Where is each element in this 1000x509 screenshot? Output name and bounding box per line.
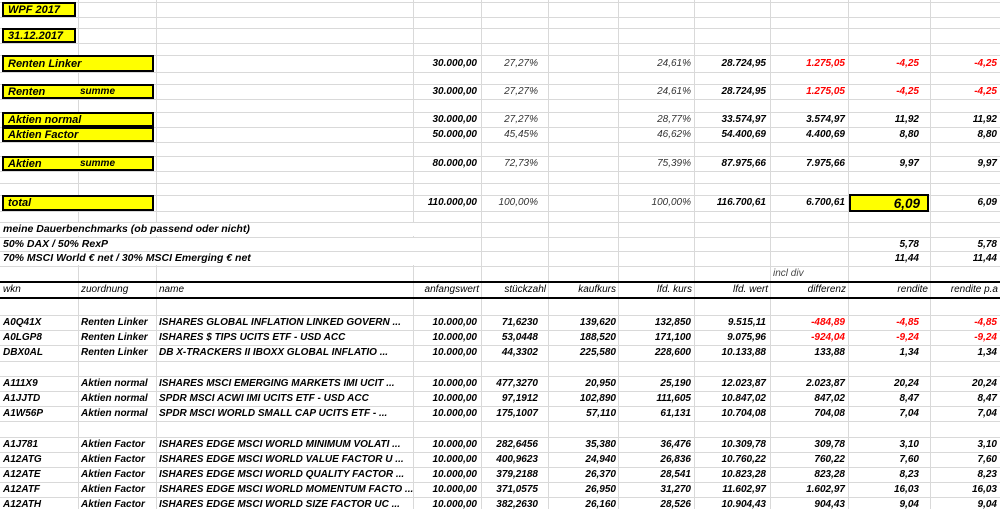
holding-cell-differenz[interactable]: 847,02 [814,393,845,404]
holding-cell-differenz[interactable]: 904,43 [814,499,845,509]
total-rendite-highlight[interactable]: 6,09 [849,194,929,212]
gridline-horizontal [0,142,1000,143]
holding-cell-stueckzahl[interactable]: 44,3302 [501,347,538,358]
holding-cell-rendite[interactable]: 7,04 [899,408,919,419]
holding-cell-stueckzahl[interactable]: 175,1007 [496,408,538,419]
summary-cell-rendite-pa[interactable]: -4,25 [974,57,997,69]
summary-cell-anfangswert[interactable]: 30.000,00 [432,85,477,97]
summary-cell-anteil-soll[interactable]: 45,45% [504,128,538,140]
holding-cell-name[interactable]: ISHARES EDGE MSCI WORLD SIZE FACTOR UC ... [159,499,400,509]
summary-cell-differenz[interactable]: 3.574,97 [806,113,845,125]
holding-cell-name[interactable]: ISHARES GLOBAL INFLATION LINKED GOVERN ... [159,317,401,328]
summary-cell-differenz[interactable]: 1.275,05 [806,85,845,97]
holding-cell-name[interactable]: ISHARES EDGE MSCI WORLD MOMENTUM FACTO ... [159,484,413,495]
benchmark-rendite-pa[interactable]: 11,44 [972,252,997,264]
holding-cell-stueckzahl[interactable]: 379,2188 [496,469,538,480]
summary-cell-anteil-soll[interactable]: 27,27% [504,113,538,125]
label-box-sublabel: summe [80,86,116,97]
holding-cell-rendite-pa[interactable]: 8,23 [977,469,997,480]
column-header-kaufkurs[interactable]: kaufkurs [578,284,616,295]
label-box-date[interactable]: 31.12.2017 [2,28,76,43]
benchmark-rendite-pa[interactable]: 5,78 [977,238,997,250]
summary-cell-wert[interactable]: 116.700,61 [716,197,766,208]
column-header-lfd-wert[interactable]: lfd. wert [732,284,768,295]
holding-cell-lfd-kurs[interactable]: 28,526 [660,499,691,509]
holding-cell-lfd-wert[interactable]: 10.760,22 [721,454,766,465]
gridline-vertical [770,0,771,509]
summary-cell-wert[interactable]: 33.574,97 [721,113,766,125]
holding-cell-lfd-wert[interactable]: 9.075,96 [727,332,766,343]
summary-cell-anteil-soll[interactable]: 72,73% [504,157,538,169]
holding-cell-wkn[interactable]: A12ATE [3,469,41,480]
holding-cell-rendite-pa[interactable]: 9,04 [977,499,997,509]
holding-cell-kaufkurs[interactable]: 26,370 [585,469,616,480]
holding-cell-zuordnung[interactable]: Aktien Factor [81,499,145,509]
holding-cell-stueckzahl[interactable]: 53,0448 [501,332,538,343]
holding-cell-rendite-pa[interactable]: -9,24 [974,332,997,343]
label-box-aktien-summe[interactable]: Aktien summe [2,156,154,171]
holding-cell-name[interactable]: ISHARES EDGE MSCI WORLD QUALITY FACTOR ... [159,469,405,480]
gridline-horizontal [0,266,1000,267]
holding-cell-zuordnung[interactable]: Aktien normal [81,393,148,404]
holding-cell-stueckzahl[interactable]: 400,9623 [496,454,538,465]
gridline-horizontal [0,72,1000,73]
holding-cell-zuordnung[interactable]: Aktien normal [81,408,148,419]
holding-cell-name[interactable]: ISHARES $ TIPS UCITS ETF - USD ACC [159,332,346,343]
holding-cell-zuordnung[interactable]: Renten Linker [81,332,148,343]
column-header-lfd-kurs[interactable]: lfd. kurs [656,284,692,295]
holding-cell-stueckzahl[interactable]: 477,3270 [496,378,538,389]
holding-cell-name[interactable]: ISHARES MSCI EMERGING MARKETS IMI UCIT ... [159,378,395,389]
holding-cell-wkn[interactable]: A12ATH [3,499,42,509]
summary-cell-anfangswert[interactable]: 50.000,00 [432,128,477,140]
summary-cell-wert[interactable]: 54.400,69 [721,128,766,140]
holding-cell-lfd-wert[interactable]: 11.602,97 [722,484,766,495]
summary-cell-anteil-soll[interactable]: 100,00% [498,197,538,208]
holding-cell-anfangswert[interactable]: 10.000,00 [432,454,477,465]
summary-cell-wert[interactable]: 28.724,95 [721,57,766,69]
table-divider-line [0,297,1000,299]
summary-cell-anteil-ist[interactable]: 24,61% [657,85,691,97]
holding-cell-rendite-pa[interactable]: 8,47 [977,393,997,404]
holding-cell-anfangswert[interactable]: 10.000,00 [432,484,477,495]
holding-cell-lfd-kurs[interactable]: 26,836 [660,454,691,465]
holding-cell-rendite[interactable]: 20,24 [893,378,919,389]
gridline-horizontal [0,17,1000,18]
holding-cell-rendite-pa[interactable]: 16,03 [971,484,997,495]
holding-cell-rendite[interactable]: 1,34 [899,347,919,358]
holding-cell-wkn[interactable]: A0Q41X [3,317,42,328]
holding-cell-lfd-kurs[interactable]: 25,190 [660,378,691,389]
holding-cell-kaufkurs[interactable]: 139,620 [579,317,616,328]
holding-cell-zuordnung[interactable]: Renten Linker [81,317,148,328]
holding-cell-anfangswert[interactable]: 10.000,00 [432,347,477,358]
holding-cell-anfangswert[interactable]: 10.000,00 [432,332,477,343]
benchmark-rendite[interactable]: 5,78 [899,238,919,250]
holding-cell-lfd-wert[interactable]: 10.309,78 [721,439,766,450]
summary-cell-anteil-soll[interactable]: 27,27% [504,85,538,97]
holding-cell-stueckzahl[interactable]: 382,2630 [496,499,538,509]
holding-cell-kaufkurs[interactable]: 225,580 [579,347,616,358]
holding-cell-differenz[interactable]: 704,08 [814,408,845,419]
holding-cell-anfangswert[interactable]: 10.000,00 [432,469,477,480]
gridline-vertical [694,0,695,509]
summary-cell-rendite[interactable]: 9,97 [899,157,919,169]
column-header-rendite[interactable]: rendite [897,284,928,295]
holding-cell-rendite-pa[interactable]: 1,34 [977,347,997,358]
holding-cell-wkn[interactable]: A0LGP8 [3,332,42,343]
gridline-vertical [548,0,549,509]
gridline-horizontal [0,2,1000,3]
incl-div-note[interactable]: incl div [773,268,804,279]
holding-cell-wkn[interactable]: A111X9 [3,378,38,389]
label-box-renten-linker[interactable]: Renten Linker [2,55,154,72]
summary-cell-differenz[interactable]: 7.975,66 [806,157,845,169]
holding-cell-lfd-wert[interactable]: 9.515,11 [727,317,766,328]
holding-cell-rendite[interactable]: 8,47 [899,393,919,404]
holding-cell-lfd-wert[interactable]: 10.823,28 [721,469,766,480]
holding-cell-kaufkurs[interactable]: 26,160 [585,499,616,509]
holding-cell-kaufkurs[interactable]: 26,950 [585,484,616,495]
holding-cell-stueckzahl[interactable]: 371,0575 [496,484,538,495]
holding-cell-wkn[interactable]: A1J781 [3,439,39,450]
holding-cell-differenz[interactable]: 2.023,87 [806,378,845,389]
table-divider-line [0,281,1000,283]
holding-cell-wkn[interactable]: A1W56P [3,408,44,419]
gridline-horizontal [0,99,1000,100]
holding-cell-lfd-wert[interactable]: 10.133,88 [721,347,766,358]
summary-cell-anfangswert[interactable]: 30.000,00 [432,113,477,125]
holding-cell-kaufkurs[interactable]: 24,940 [585,454,616,465]
gridline-horizontal [0,28,1000,29]
holding-cell-differenz[interactable]: -924,04 [811,332,845,343]
summary-cell-anteil-ist[interactable]: 28,77% [657,113,691,125]
holding-cell-wkn[interactable]: A1JJTD [3,393,41,404]
holding-cell-lfd-kurs[interactable]: 228,600 [654,347,691,358]
column-header-differenz[interactable]: differenz [807,284,846,295]
summary-cell-anteil-ist[interactable]: 46,62% [657,128,691,140]
holding-cell-zuordnung[interactable]: Aktien Factor [81,454,145,465]
holding-cell-name[interactable]: DB X-TRACKERS II IBOXX GLOBAL INFLATIO ... [159,347,389,358]
holding-cell-rendite-pa[interactable]: -4,85 [974,317,997,328]
label-box-total[interactable]: total [2,195,154,211]
holding-cell-lfd-wert[interactable]: 10.704,08 [721,408,766,419]
summary-cell-anfangswert[interactable]: 80.000,00 [432,157,477,169]
holding-cell-rendite[interactable]: -9,24 [896,332,919,343]
gridline-horizontal [0,361,1000,362]
holding-cell-differenz[interactable]: -484,89 [811,317,845,328]
summary-cell-rendite-pa[interactable]: 9,97 [977,157,997,169]
column-header-anfangswert[interactable]: anfangswert [424,284,479,295]
holding-cell-name[interactable]: SPDR MSCI WORLD SMALL CAP UCITS ETF - ... [159,408,388,419]
summary-cell-anfangswert[interactable]: 30.000,00 [432,57,477,69]
holding-cell-stueckzahl[interactable]: 282,6456 [496,439,538,450]
holding-cell-lfd-wert[interactable]: 10.904,43 [721,499,766,509]
holding-cell-differenz[interactable]: 760,22 [814,454,845,465]
summary-cell-rendite-pa[interactable]: 11,92 [972,113,997,125]
benchmark-rendite[interactable]: 11,44 [894,252,919,264]
holding-cell-lfd-kurs[interactable]: 132,850 [654,317,691,328]
label-box-sublabel: summe [80,158,116,169]
holding-cell-rendite[interactable]: -4,85 [896,317,919,328]
gridline-horizontal [0,171,1000,172]
holding-cell-rendite[interactable]: 7,60 [899,454,919,465]
summary-cell-rendite[interactable]: -4,25 [896,85,919,97]
holding-cell-stueckzahl[interactable]: 71,6230 [501,317,538,328]
holding-cell-wkn[interactable]: A12ATF [3,484,41,495]
holding-cell-name[interactable]: ISHARES EDGE MSCI WORLD MINIMUM VOLATI ... [159,439,401,450]
gridline-vertical [618,0,619,509]
holding-cell-rendite-pa[interactable]: 3,10 [977,439,997,450]
holding-cell-kaufkurs[interactable]: 102,890 [579,393,616,404]
holding-cell-rendite[interactable]: 3,10 [899,439,919,450]
column-header-name[interactable]: name [159,284,185,295]
holding-cell-kaufkurs[interactable]: 188,520 [579,332,616,343]
summary-cell-anfangswert[interactable]: 110.000,00 [427,197,477,208]
holding-cell-anfangswert[interactable]: 10.000,00 [432,378,477,389]
summary-cell-rendite-pa[interactable]: 8,80 [977,128,997,140]
summary-cell-rendite-pa[interactable]: -4,25 [974,85,997,97]
label-box-renten-summe[interactable]: Renten summe [2,84,154,99]
summary-cell-anteil-ist[interactable]: 24,61% [657,57,691,69]
holding-cell-wkn[interactable]: DBX0AL [3,347,44,358]
holding-cell-rendite[interactable]: 16,03 [893,484,919,495]
column-header-zuordnung[interactable]: zuordnung [81,284,129,295]
holding-cell-name[interactable]: ISHARES EDGE MSCI WORLD VALUE FACTOR U ... [159,454,404,465]
gridline-horizontal [0,183,1000,184]
holding-cell-kaufkurs[interactable]: 35,380 [585,439,616,450]
holding-cell-kaufkurs[interactable]: 20,950 [585,378,616,389]
benchmark-label[interactable]: 50% DAX / 50% RexP [0,238,470,251]
holding-cell-anfangswert[interactable]: 10.000,00 [432,393,477,404]
summary-cell-differenz[interactable]: 6.700,61 [806,197,845,208]
holding-cell-wkn[interactable]: A12ATG [3,454,42,465]
holding-cell-lfd-kurs[interactable]: 171,100 [654,332,691,343]
holding-cell-zuordnung[interactable]: Aktien Factor [81,469,145,480]
gridline-horizontal [0,421,1000,422]
holding-cell-stueckzahl[interactable]: 97,1912 [501,393,538,404]
summary-cell-anteil-ist[interactable]: 75,39% [657,157,691,169]
summary-cell-rendite[interactable]: 11,92 [894,113,919,125]
holding-cell-rendite-pa[interactable]: 7,60 [977,454,997,465]
holding-cell-rendite-pa[interactable]: 20,24 [971,378,997,389]
summary-cell-differenz[interactable]: 1.275,05 [806,57,845,69]
holding-cell-zuordnung[interactable]: Aktien Factor [81,439,145,450]
holding-cell-rendite[interactable]: 9,04 [899,499,919,509]
gridline-vertical [481,0,482,509]
summary-cell-anteil-soll[interactable]: 27,27% [504,57,538,69]
holding-cell-lfd-wert[interactable]: 10.847,02 [721,393,766,404]
holding-cell-lfd-kurs[interactable]: 31,270 [660,484,691,495]
benchmark-label[interactable]: 70% MSCI World € net / 30% MSCI Emerging € net [0,252,470,265]
holding-cell-zuordnung[interactable]: Aktien Factor [81,484,145,495]
holding-cell-lfd-kurs[interactable]: 28,541 [660,469,691,480]
summary-cell-differenz[interactable]: 4.400,69 [806,128,845,140]
holding-cell-anfangswert[interactable]: 10.000,00 [432,408,477,419]
label-box-aktien-factor[interactable]: Aktien Factor [2,127,154,142]
label-box-aktien-normal[interactable]: Aktien normal [2,112,154,127]
holding-cell-lfd-kurs[interactable]: 36,476 [660,439,691,450]
benchmark-title[interactable]: meine Dauerbenchmarks (ob passend oder nicht) [0,223,470,236]
holding-cell-name[interactable]: SPDR MSCI ACWI IMI UCITS ETF - USD ACC [159,393,369,404]
column-header-wkn[interactable]: wkn [3,284,21,295]
summary-cell-wert[interactable]: 87.975,66 [721,157,766,169]
holding-cell-anfangswert[interactable]: 10.000,00 [432,439,477,450]
holding-cell-lfd-kurs[interactable]: 61,131 [660,408,691,419]
holding-cell-zuordnung[interactable]: Aktien normal [81,378,148,389]
label-box-wpf-title[interactable]: WPF 2017 [2,2,76,17]
holding-cell-kaufkurs[interactable]: 57,110 [586,408,616,419]
summary-cell-wert[interactable]: 28.724,95 [721,85,766,97]
holding-cell-differenz[interactable]: 823,28 [814,469,845,480]
column-header-st-ckzahl[interactable]: stückzahl [504,284,546,295]
gridline-horizontal [0,43,1000,44]
holding-cell-differenz[interactable]: 309,78 [814,439,845,450]
summary-cell-rendite-pa[interactable]: 6,09 [977,197,997,208]
holding-cell-rendite-pa[interactable]: 7,04 [977,408,997,419]
holding-cell-differenz[interactable]: 1.602,97 [806,484,845,495]
holding-cell-anfangswert[interactable]: 10.000,00 [432,499,477,509]
holding-cell-lfd-wert[interactable]: 12.023,87 [721,378,766,389]
holding-cell-zuordnung[interactable]: Renten Linker [81,347,148,358]
column-header-rendite-p-a[interactable]: rendite p.a [950,284,998,295]
summary-cell-anteil-ist[interactable]: 100,00% [651,197,691,208]
holding-cell-lfd-kurs[interactable]: 111,605 [656,393,691,404]
summary-cell-rendite[interactable]: 8,80 [899,128,919,140]
holding-cell-anfangswert[interactable]: 10.000,00 [432,317,477,328]
holding-cell-rendite[interactable]: 8,23 [899,469,919,480]
holding-cell-differenz[interactable]: 133,88 [814,347,845,358]
summary-cell-rendite[interactable]: -4,25 [896,57,919,69]
